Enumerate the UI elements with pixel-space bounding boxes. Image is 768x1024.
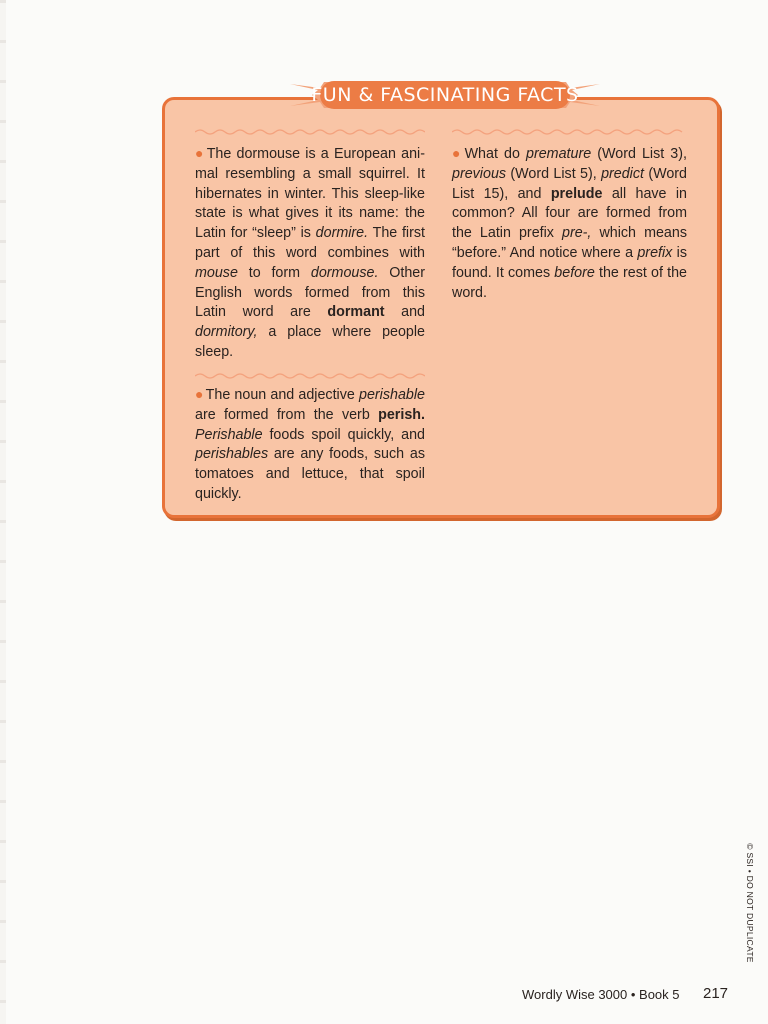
bullet-icon: ● (452, 145, 463, 161)
italic-term: predict (601, 165, 644, 182)
text-run: are any foods, such as tomatoes and lettuce, that spoil quickly. (195, 446, 425, 502)
italic-term: dormitory, (195, 324, 258, 341)
italic-term: previous (452, 165, 507, 182)
italic-term: prefix (637, 244, 673, 261)
text-run: (Word List 3), (591, 146, 687, 162)
text-run: the rest of the word. (452, 264, 687, 301)
text-run: all have in common? All four are formed from the Latin prefix (452, 185, 687, 242)
vocab-word: dormant (327, 304, 385, 321)
page-number: 217 (703, 985, 729, 1002)
copyright-notice: © SSI • DO NOT DUPLICATE (745, 843, 755, 963)
text-run: are formed from the verb (195, 406, 379, 423)
text-run: Other English words formed from this Latin word are (195, 264, 426, 321)
text-run: to form (237, 264, 311, 281)
text-run: (Word List 5), (506, 165, 602, 182)
wavy-divider (195, 128, 425, 136)
facts-banner (290, 78, 600, 112)
italic-term: mouse (195, 264, 238, 281)
italic-term: pre-, (562, 225, 592, 242)
fact-item-dormouse (195, 144, 425, 363)
italic-term: perishable (359, 387, 425, 403)
fact-text (195, 146, 425, 360)
text-run: (Word List 15), and (452, 165, 687, 202)
italic-term: dormouse. (310, 264, 379, 281)
italic-term: premature (526, 146, 592, 162)
bullet-icon: ● (195, 386, 204, 402)
wavy-divider (452, 128, 687, 136)
vocab-word: perish. (378, 406, 425, 423)
fact-item-prefix (452, 144, 687, 303)
italic-term: Perishable (195, 426, 263, 443)
book-title: Wordly Wise 3000 • Book 5 (522, 987, 680, 1002)
fact-text (452, 146, 687, 301)
text-run: is found. It comes (452, 244, 687, 281)
bullet-icon: ● (195, 145, 205, 161)
text-run: The dormouse is a European ani-mal resembling a small squirrel. It hibernates in winter. This sleep-like state is what gives it its name: the Latin for “sleep” is (195, 146, 425, 242)
italic-term: before (554, 264, 595, 281)
text-run: What do (464, 146, 526, 162)
text-run: The first part of this word combines with (195, 225, 425, 261)
italic-term: dormire. (315, 225, 369, 242)
banner-title: FUN & FASCINATING FACTS (311, 84, 579, 106)
fact-item-perishable (195, 385, 425, 505)
text-run: and (384, 304, 426, 321)
italic-term: perishables (195, 446, 269, 463)
wavy-divider (195, 372, 425, 380)
fact-text (195, 387, 425, 502)
text-run: The noun and adjective (205, 387, 359, 403)
text-run: which means “before.” And notice where a (452, 225, 687, 261)
page-binding-edge (0, 0, 6, 1024)
text-run: foods spoil quickly, and (262, 426, 425, 443)
vocab-word: prelude (550, 185, 603, 202)
text-run: a place where people sleep. (195, 324, 425, 360)
